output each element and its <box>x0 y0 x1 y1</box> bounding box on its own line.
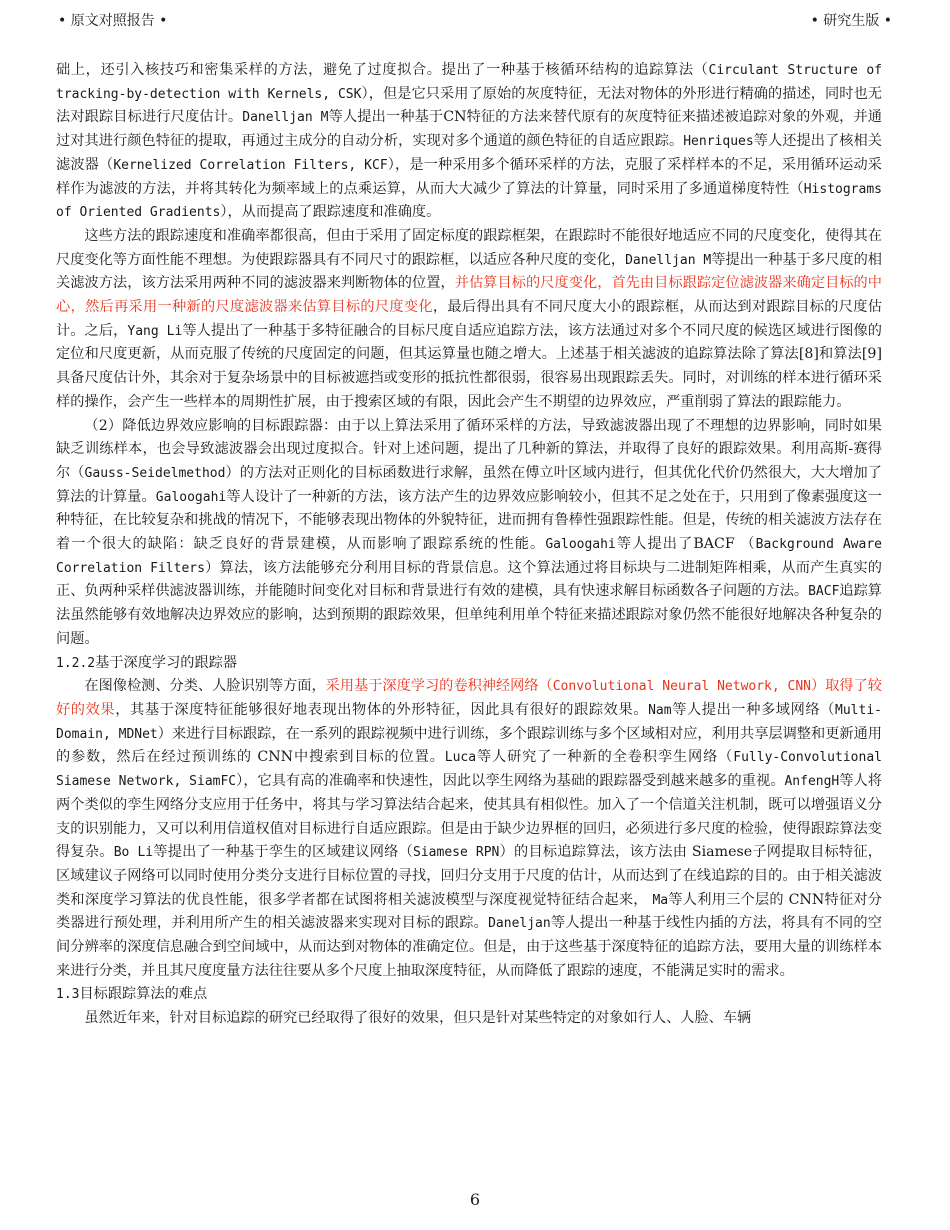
text-run: 础上，还引入核技巧和密集采样的方法，避免了过度拟合。提出了一种基于核循环结构的追踪算法（ <box>56 62 709 78</box>
text-run: Fully-Convolutional Siamese Network, SiamFC <box>56 750 882 790</box>
text-run: Ma <box>652 892 669 908</box>
text-run: ，最后得出具有不同尺度大小的跟踪框，从而达到对跟踪目标的尺度估计。之后， <box>56 299 882 339</box>
text-run: 等人设计了一种新的方法，该方法产生的边界效应影响较小，但其不足之处在于，只用到了像素强度这一种特征，在比较复杂和挑战的情况下，不能够表现出物体的外貌特征，进而拥有鲁棒性强跟踪性能。但是，传统的相关滤波方法存在着一个很大的缺陷：缺乏良好的背景建模，从而影响了跟踪系统的性能。 <box>56 488 882 553</box>
page-header <box>58 10 892 32</box>
text-run: Background Aware Correlation Filters <box>56 537 882 576</box>
highlighted-text: 并估算目标的尺度变化，首先由目标跟踪定位滤波器来确定目标的中心，然后再采用一种新的尺度滤波器来估算目标的尺度变化 <box>56 275 882 316</box>
text-run: Danelljan M <box>242 110 329 126</box>
highlighted-text: Convolutional Neural Network, CNN <box>552 679 812 695</box>
text-run: Nam <box>648 702 672 718</box>
text-run: Histograms of Oriented Gradients <box>56 181 882 221</box>
text-run: BACF <box>808 584 840 600</box>
text-run: ），但是它只采用了原始的灰度特征，无法对物体的外形进行精确的描述，同时也无法对跟踪目标进行尺度估计。 <box>56 85 882 126</box>
text-run: 等人将两个类似的孪生网络分支应用于任务中，将其与学习算法结合起来，使其具有相似性。加入了一个信道关注机制，既可以增强语义分支的识别能力，又可以利用信道权值对目标进行自适应跟踪。但是由于缺少边界框的回归，必须进行多尺度的检验，使得跟踪算法变得复杂。 <box>56 773 882 861</box>
paragraph <box>56 675 882 983</box>
text-run: Henriques <box>683 134 754 150</box>
text-run: ）的方法对正则化的目标函数进行求解，虽然在傅立叶区域内进行，但其优化代价仍然很大，大大增加了算法的计算量。 <box>56 464 882 505</box>
text-run: 目标跟踪算法的难点 <box>79 986 208 1003</box>
text-run: Yang Li <box>127 323 183 339</box>
report-type-label: • 原文对照报告 • <box>58 13 168 29</box>
text-run: Danelljan M <box>625 252 712 268</box>
paragraph <box>56 59 882 225</box>
text-run: Bo Li <box>113 845 154 861</box>
highlighted-text: ）取得了较好的效果 <box>56 678 882 718</box>
text-run: Daneljan <box>488 916 551 932</box>
text-run: ）来进行目标跟踪，在一系列的跟踪视频中进行训练，多个跟踪训练与多个区域相对应，利用共享层调整和更新通用的参数，然后在经过预训练的 CNN中搜索到目标的位置。 <box>56 725 882 766</box>
text-run: Luca <box>444 750 477 766</box>
text-run: Gauss-Seidelmethod <box>84 465 226 481</box>
text-run: Galoogahi <box>545 537 616 553</box>
text-run: 等人提出一种基于CN特征的方法来替代原有的灰度特征来描述被追踪对象的外观，并通过对其进行颜色特征的提取，再通过主成分的自动分析，实现对多个通道的颜色特征的自适应跟踪。 <box>56 109 882 150</box>
text-run: 等人提出了BACF （ <box>615 536 756 553</box>
text-run: 等人研究了一种新的全卷积孪生网络（ <box>476 749 734 766</box>
body-text <box>56 59 882 1031</box>
text-run: ），它具有高的准确率和快速性，因此以孪生网络为基础的跟踪器受到越来越多的重视。 <box>236 773 785 790</box>
text-run: AnfengH <box>784 774 840 790</box>
text-run: 这些方法的跟踪速度和准确率都很高，但由于采用了固定标度的跟踪框架，在跟踪时不能很好地适应不同的尺度变化，使得其在尺度变化等方面性能不理想。为使跟踪器具有不同尺寸的跟踪框，以适应各种尺度的变化， <box>56 227 882 268</box>
highlighted-text: 采用基于深度学习的卷积神经网络（ <box>325 678 553 695</box>
text-run: （2）降低边界效应影响的目标跟踪器：由于以上算法采用了循环采样的方法，导致滤波器出现了不理想的边界影响，同时如果缺乏训练样本，也会导致滤波器会出现过度拟合。针对上述问题，提出了几种新的算法，并取得了良好的跟踪效果。利用高斯-赛得尔（ <box>56 417 882 481</box>
text-run: 等人利用三个层的 CNN特征对分类器进行预处理，并利用所产生的相关滤波器来实现对目标的跟踪。 <box>56 891 882 932</box>
text-run: 追踪算法虽然能够有效地解决边界效应的影响，达到预期的跟踪效果，但单纯利用单个特征来描述跟踪对象仍然不能很好地解决各种复杂的问题。 <box>56 583 882 647</box>
text-run: Kernelized Correlation Filters, KCF <box>113 157 388 173</box>
paragraph <box>56 225 882 415</box>
edition-label: • 研究生版 • <box>810 13 892 29</box>
text-run: Galoogahi <box>155 489 227 505</box>
text-run: 在图像检测、分类、人脸识别等方面， <box>84 678 326 695</box>
text-run: 虽然近年来，针对目标追踪的研究已经取得了很好的效果，但只是针对某些特定的对象如行人、人脸、车辆 <box>84 1010 752 1027</box>
text-run: ）算法，该方法能够充分利用目标的背景信息。这个算法通过将目标块与二进制矩阵相乘，从而产生真实的正、负两种采样供滤波器训练，并能随时间变化对目标和背景进行有效的建模，具有快速求解目标函数各子问题的方法。 <box>56 559 882 600</box>
text-run: 等提出了一种基于孪生的区域建议网络（ <box>153 844 414 861</box>
text-run: Circulant Structure of tracking-by-detection with Kernels, CSK <box>56 63 882 102</box>
text-run: Siamese RPN <box>413 845 500 861</box>
text-run: 等人提出一种基于线性内插的方法，将具有不同的空间分辨率的深度信息融合到空间域中，从而达到对物体的准确定位。但是，由于这些基于深度特征的追踪方法，要用大量的训练样本来进行分类，并且其尺度度量方法往往要从多个尺度上抽取深度特征，从而降低了跟踪的速度，不能满足实时的需求。 <box>56 915 882 979</box>
text-run: 等人提出了一种基于多特征融合的目标尺度自适应追踪方法，该方法通过对多个不同尺度的候选区域进行图像的定位和尺度更新，从而克服了传统的尺度固定的问题，但其运算量也随之增大。上述基于相关滤波的追踪算法除了算法[8]和算法[9]具备尺度估计外，其余对于复杂场景中的目标被遮挡或变形的抵抗性都很弱，很容易出现跟踪丢失。同时，对训练的样本进行循环采样的操作，会产生一些样本的周期性扩展，由于搜索区域的有限，因此会产生不期望的边界效应，严重削弱了算法的跟踪能力。 <box>56 322 882 410</box>
text-run: ），是一种采用多个循环采样的方法，克服了采样样本的不足，采用循环运动采样作为滤波的方法，并将其转化为频率域上的点乘运算，从而大大减少了算法的计算量，同时采用了多通道梯度特性（ <box>56 156 882 197</box>
page-number: 6 <box>469 1190 481 1209</box>
text-run: 等人还提出了核相关滤波器（ <box>56 133 882 173</box>
section-heading <box>56 983 882 1007</box>
text-run: ），从而提高了跟踪速度和准确度。 <box>220 204 441 221</box>
text-run: 1.3 <box>56 987 80 1003</box>
paragraph <box>56 415 882 652</box>
paragraph <box>56 1007 882 1031</box>
section-heading <box>56 652 882 676</box>
text-run: 等提出一种基于多尺度的相关滤波方法，该方法采用两种不同的滤波器来判断物体的位置， <box>56 251 882 292</box>
text-run: 基于深度学习的跟踪器 <box>95 654 238 671</box>
text-run: 等人提出一种多域网络（ <box>671 701 836 718</box>
text-run: ）的目标追踪算法，该方法由 Siamese子网提取目标特征，区域建议子网络可以同时使用分类分支进行目标位置的寻找，回归分支用于尺度的估计，从而达到了在线追踪的目的。由于相关滤波类和深度学习算法的优良性能，很多学者都在试图将相关滤波模型与深度视觉特征结合起来， <box>56 844 882 908</box>
text-run: ，其基于深度特征能够很好地表现出物体的外形特征，因此具有很好的跟踪效果。 <box>115 701 649 718</box>
text-run: 1.2.2 <box>56 655 96 671</box>
text-run: Multi-Domain, MDNet <box>56 702 882 742</box>
